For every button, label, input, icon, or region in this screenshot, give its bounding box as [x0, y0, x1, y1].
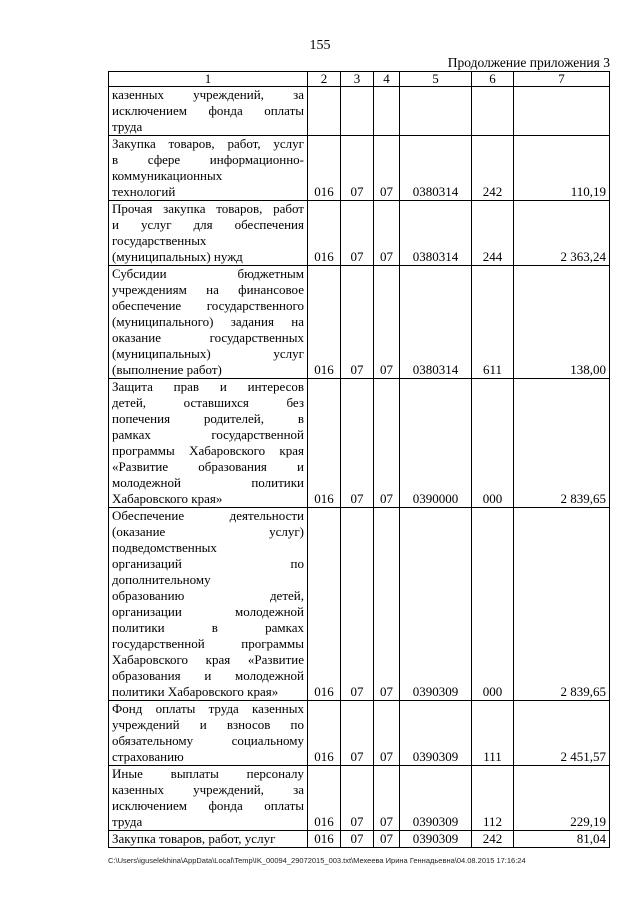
expense-type-code-cell: 112 — [472, 766, 514, 831]
expense-name-line: страхованию — [112, 749, 184, 764]
expense-name-line: государственной программы — [112, 636, 304, 651]
header-cell: 3 — [341, 72, 374, 87]
expense-name-cell — [109, 508, 308, 701]
target-article-code-cell: 0390000 — [400, 379, 472, 508]
section-code-cell: 07 — [341, 766, 374, 831]
header-cell: 2 — [308, 72, 341, 87]
expense-name-line: (муниципальных) нужд — [112, 249, 243, 264]
expense-name-line: в сфере информационно- — [112, 152, 304, 167]
subsection-code-cell: 07 — [374, 201, 400, 266]
table-header-row — [109, 72, 610, 87]
glavnyi-code-cell: 016 — [308, 266, 341, 379]
expense-name-cell — [109, 201, 308, 266]
footer-path: C:\Users\iguselekhina\AppData\Local\Temp\IK_00094_29072015_003.txt\Мехеева Ирина Геннадьевна\04.08.2015 17:16:24 — [108, 856, 526, 865]
target-article-code-cell: 0390309 — [400, 766, 472, 831]
expense-name-line: рамках государственной — [112, 427, 304, 442]
amount-cell: 138,00 — [514, 266, 610, 379]
amount-cell: 229,19 — [514, 766, 610, 831]
continuation-note: Продолжение приложения 3 — [447, 55, 610, 70]
section-code-cell: 07 — [341, 508, 374, 701]
glavnyi-code-cell: 016 — [308, 508, 341, 701]
expense-name-line: организации молодежной — [112, 604, 304, 619]
target-article-code-cell — [400, 87, 472, 136]
table-row — [109, 701, 610, 766]
target-article-code-cell: 0390309 — [400, 831, 472, 848]
expense-name-line: учреждениям на финансовое — [112, 282, 304, 297]
expense-name-line: труда — [112, 119, 143, 134]
table-row — [109, 831, 610, 848]
expense-name-line: (выполнение работ) — [112, 362, 222, 377]
glavnyi-code-cell: 016 — [308, 379, 341, 508]
expense-type-code-cell: 244 — [472, 201, 514, 266]
expense-name-line: образованию детей, — [112, 588, 304, 603]
table-row — [109, 201, 610, 266]
subsection-code-cell: 07 — [374, 508, 400, 701]
glavnyi-code-cell: 016 — [308, 766, 341, 831]
header-cell: 6 — [472, 72, 514, 87]
section-code-cell: 07 — [341, 266, 374, 379]
expense-name-cell — [109, 831, 308, 848]
expense-name-line: политики в рамках — [112, 620, 304, 635]
expense-name-cell — [109, 136, 308, 201]
expense-name-line: (муниципального) задания на — [112, 314, 304, 329]
expense-name-line: технологий — [112, 184, 176, 199]
amount-cell: 2 839,65 — [514, 379, 610, 508]
target-article-code-cell: 0390309 — [400, 701, 472, 766]
table-row — [109, 379, 610, 508]
section-code-cell: 07 — [341, 701, 374, 766]
expense-name-line: образования и молодежной — [112, 668, 304, 683]
expense-name-line: Прочая закупка товаров, работ — [112, 201, 304, 216]
expense-name-cell — [109, 266, 308, 379]
table-row — [109, 508, 610, 701]
subsection-code-cell: 07 — [374, 266, 400, 379]
glavnyi-code-cell: 016 — [308, 136, 341, 201]
expense-name-line: «Развитие образования и — [112, 459, 304, 474]
header-cell: 7 — [514, 72, 610, 87]
expense-name-line: казенных учреждений, за — [112, 87, 304, 102]
section-code-cell: 07 — [341, 201, 374, 266]
expense-name-line: Обеспечение деятельности — [112, 508, 304, 523]
expense-name-line: (муниципальных) услуг — [112, 346, 304, 361]
expense-name-line: Субсидии бюджетным — [112, 266, 304, 281]
expense-type-code-cell: 000 — [472, 508, 514, 701]
expense-type-code-cell: 111 — [472, 701, 514, 766]
expense-name-line: казенных учреждений, за — [112, 782, 304, 797]
table-row — [109, 87, 610, 136]
amount-cell: 2 839,65 — [514, 508, 610, 701]
section-code-cell: 07 — [341, 831, 374, 848]
section-code-cell — [341, 87, 374, 136]
expense-name-line: политики Хабаровского края» — [112, 684, 279, 699]
expense-name-line: Фонд оплаты труда казенных — [112, 701, 304, 716]
expense-name-line: Закупка товаров, работ, услуг — [112, 136, 304, 151]
amount-cell: 110,19 — [514, 136, 610, 201]
subsection-code-cell: 07 — [374, 701, 400, 766]
section-code-cell: 07 — [341, 379, 374, 508]
table-row — [109, 766, 610, 831]
expense-name-line: Хабаровского края» — [112, 491, 223, 506]
expense-name-line: оказание государственных — [112, 330, 304, 345]
expense-name-line: Защита прав и интересов — [112, 379, 304, 394]
header-cell: 5 — [400, 72, 472, 87]
expense-name-line: попечения родителей, в — [112, 411, 304, 426]
amount-cell: 81,04 — [514, 831, 610, 848]
amount-cell: 2 451,57 — [514, 701, 610, 766]
target-article-code-cell: 0380314 — [400, 201, 472, 266]
expense-type-code-cell: 000 — [472, 379, 514, 508]
glavnyi-code-cell — [308, 87, 341, 136]
expense-name-line: организаций по — [112, 556, 304, 571]
expense-name-line: исключением фонда оплаты — [112, 798, 304, 813]
target-article-code-cell: 0380314 — [400, 136, 472, 201]
expense-type-code-cell: 611 — [472, 266, 514, 379]
table-body — [109, 87, 610, 848]
expense-type-code-cell: 242 — [472, 831, 514, 848]
budget-table — [108, 71, 610, 848]
expense-type-code-cell — [472, 87, 514, 136]
expense-name-line: молодежной политики — [112, 475, 304, 490]
glavnyi-code-cell: 016 — [308, 831, 341, 848]
expense-name-line: (оказание услуг) — [112, 524, 304, 539]
amount-cell — [514, 87, 610, 136]
expense-type-code-cell: 242 — [472, 136, 514, 201]
expense-name-line: Хабаровского края «Развитие — [112, 652, 304, 667]
expense-name-line: детей, оставшихся без — [112, 395, 304, 410]
expense-name-line: обеспечение государственного — [112, 298, 304, 313]
target-article-code-cell: 0390309 — [400, 508, 472, 701]
header-cell: 4 — [374, 72, 400, 87]
expense-name-line: Иные выплаты персоналу — [112, 766, 304, 781]
expense-name-line: исключением фонда оплаты — [112, 103, 304, 118]
expense-name-cell — [109, 701, 308, 766]
expense-name-line: и услуг для обеспечения — [112, 217, 304, 232]
expense-name-line: подведомственных — [112, 540, 217, 555]
expense-name-line: обязательному социальному — [112, 733, 304, 748]
section-code-cell: 07 — [341, 136, 374, 201]
expense-name-line: Закупка товаров, работ, услуг — [112, 831, 276, 846]
amount-cell: 2 363,24 — [514, 201, 610, 266]
expense-name-cell — [109, 766, 308, 831]
header-cell: 1 — [109, 72, 308, 87]
expense-name-line: дополнительному — [112, 572, 211, 587]
expense-name-line: государственных — [112, 233, 207, 248]
expense-name-line: коммуникационных — [112, 168, 223, 183]
subsection-code-cell: 07 — [374, 766, 400, 831]
glavnyi-code-cell: 016 — [308, 201, 341, 266]
expense-name-cell — [109, 87, 308, 136]
expense-name-line: учреждений и взносов по — [112, 717, 304, 732]
expense-name-line: программы Хабаровского края — [112, 443, 304, 458]
subsection-code-cell: 07 — [374, 136, 400, 201]
target-article-code-cell: 0380314 — [400, 266, 472, 379]
table-row — [109, 136, 610, 201]
subsection-code-cell: 07 — [374, 831, 400, 848]
table-row — [109, 266, 610, 379]
expense-name-line: труда — [112, 814, 143, 829]
subsection-code-cell — [374, 87, 400, 136]
glavnyi-code-cell: 016 — [308, 701, 341, 766]
subsection-code-cell: 07 — [374, 379, 400, 508]
page-number: 155 — [309, 38, 331, 53]
expense-name-cell — [109, 379, 308, 508]
